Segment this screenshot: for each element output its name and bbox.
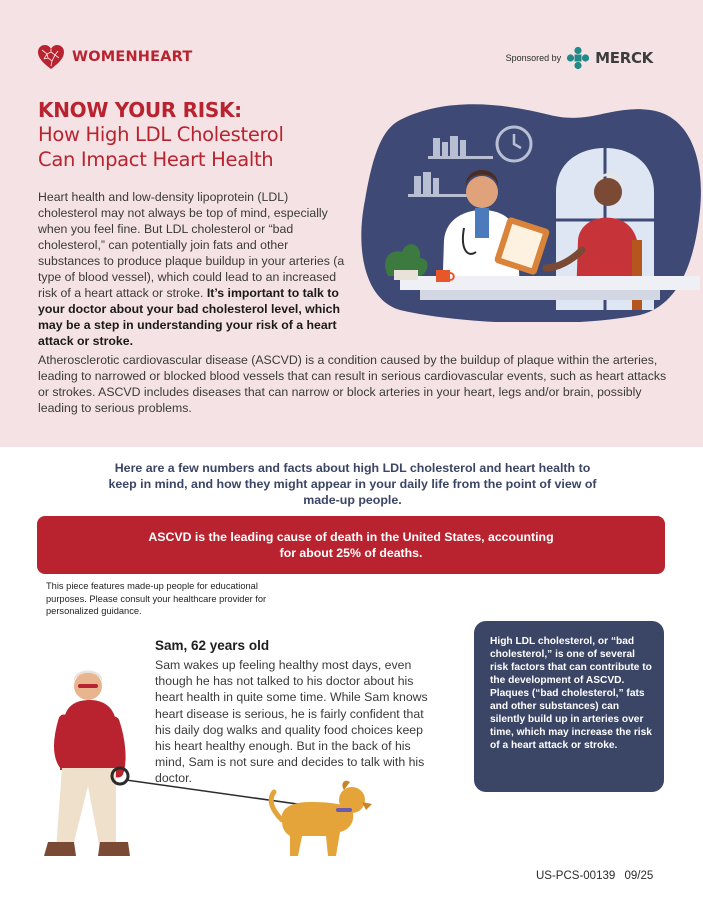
sponsor-label: Sponsored by xyxy=(505,53,562,63)
heart-mosaic-icon xyxy=(36,42,66,72)
dog-walk-illustration xyxy=(30,660,390,875)
headline-line-3: Can Impact Heart Health xyxy=(38,148,274,171)
sam-figure xyxy=(44,671,130,857)
sponsor-block xyxy=(506,46,653,70)
desk-front xyxy=(420,290,660,300)
risk-factor-card xyxy=(474,621,664,792)
intro-bold-text: It’s important to talk to your doctor about your bad cholesterol level, which may be a step in understanding your risk of a heart attack or stroke. xyxy=(38,286,341,348)
ascvd-stat-text: ASCVD is the leading cause of death in the United States, accounting for about 25% of deaths. xyxy=(148,530,554,560)
headline-line-2: How High LDL Cholesterol xyxy=(38,123,284,146)
ascvd-paragraph: Atherosclerotic cardiovascular disease (ASCVD) is a condition caused by the buildup of plaque within the arteries, leading to narrowed or blocked blood vessels that can result in serious cardiovascular events, such as heart attacks or strokes. ASCVD includes diseases that can narrow or block arteries in your heart, legs and/or brain, possibly leading to serious problems. xyxy=(38,353,667,415)
document-code: US-PCS-00139 xyxy=(536,870,616,882)
intro-paragraph xyxy=(38,189,350,349)
facts-intro: Here are a few numbers and facts about high LDL cholesterol and heart health to keep in mind, and how they might appear in your daily life from the point of view of made-up people. xyxy=(108,461,597,507)
womenheart-logo xyxy=(36,42,192,72)
sam-title: Sam, 62 years old xyxy=(155,638,270,653)
sam-story: Sam wakes up feeling healthy most days, even though he has not talked to his doctor about his heart health in quite some time. While Sam knows heart disease is serious, he is fairly confident that his daily dog walks and quality food choices keep his heart healthy enough. But in the back of his mind, Sam is not sure and decides to talk with his doctor. xyxy=(155,658,428,786)
risk-factor-text: High LDL cholesterol, or “bad cholesterol,” is one of several risk factors that can contribute to the development of ASCVD. Plaques (“bad cholesterol,” fats and other substances) can silently build up in arteries over time, which may increase the risk of a heart attack or stroke. xyxy=(490,636,652,751)
headline xyxy=(38,98,284,172)
disclaimer: This piece features made-up people for educational purposes. Please consult your healthcare provider for personalized guidance. xyxy=(46,581,267,616)
document-date: 09/25 xyxy=(624,870,654,882)
brand-name: WOMENHEART xyxy=(72,49,193,65)
intro-text: Heart health and low-density lipoprotein (LDL) cholesterol may not always be top of mind, especially when you feel fine. But LDL cholesterol or “bad cholesterol,” can potentially join fats and other substances to produce plaque buildup in your arteries (a type of blood vessel), which could lead to an increased risk of a heart attack or stroke. xyxy=(38,190,345,300)
dog-icon xyxy=(271,781,372,856)
merck-logo-icon xyxy=(566,46,590,70)
sponsor-name: MERCK xyxy=(595,49,653,67)
ascvd-stat-banner xyxy=(37,516,665,574)
headline-kicker: KNOW YOUR RISK: xyxy=(38,98,242,122)
footer-code xyxy=(536,870,653,882)
doctor-visit-illustration xyxy=(360,100,703,322)
